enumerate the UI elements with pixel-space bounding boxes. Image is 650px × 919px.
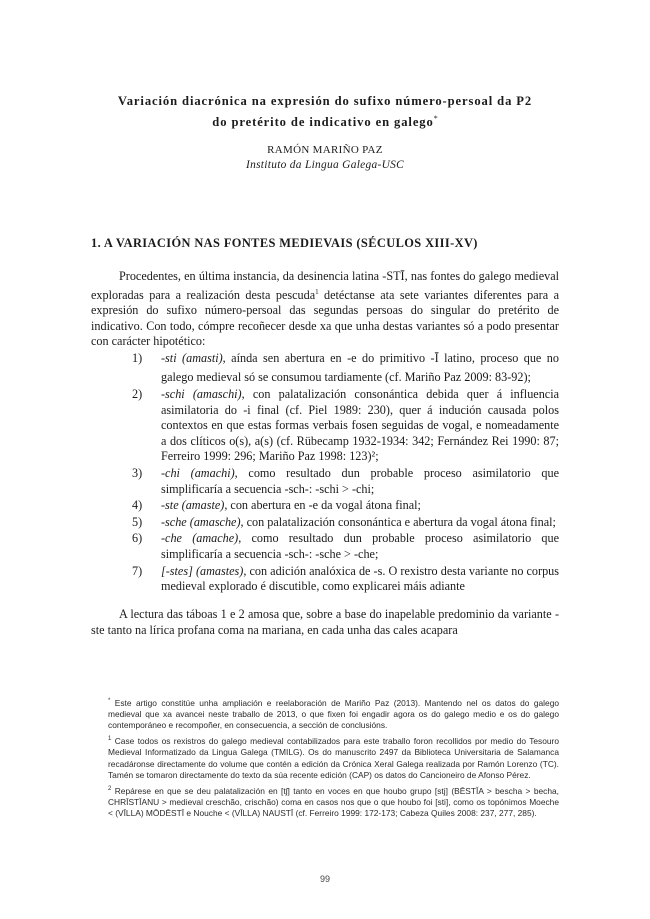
variant-description: , como resultado dun probable proceso asimilatorio que simplificaría a secuencia -sch-: -schi > -chi; <box>161 465 559 496</box>
variant-item <box>132 466 559 497</box>
variant-form: -schi <box>161 387 185 401</box>
footnote-mark: * <box>108 698 111 704</box>
variant-list <box>132 349 559 596</box>
footnote-mark: 2 <box>108 786 112 793</box>
paragraph-tables: A lectura das táboas 1 e 2 amosa que, sobre a base do inapelable predominio da variante -ste tanto na lírica profana coma na mariana, en cada unha das cales acapara <box>91 607 559 637</box>
variant-number: 6) <box>132 531 143 546</box>
page-number: 99 <box>319 874 330 884</box>
variant-example: (amaschi) <box>192 387 242 401</box>
title-line-1: Variación diacrónica na expresión do sufixo número-persoal da P2 <box>117 94 533 108</box>
variant-form: -sche <box>161 514 187 529</box>
variant-form: -che <box>161 531 182 546</box>
section-title: A VARIACIÓN NAS FONTES MEDIEVAIS <box>103 236 353 250</box>
footnote <box>108 784 559 819</box>
paragraph-intro <box>91 269 559 350</box>
variant-example: (amache) <box>192 531 239 546</box>
variant-description: , con adición analóxica de -s. O rexistro desta variante no corpus medieval explorado é discutible, como explicarei máis adiante <box>161 563 560 594</box>
variant-form: -ste <box>161 498 179 513</box>
variant-example: (amastes) <box>195 563 244 578</box>
variant-example: (amasti) <box>182 351 223 365</box>
paragraph-intro-text-b: detéctanse ata sete variantes diferentes para a expresión do sufixo número-persoal das segundas persoas do singular do pretérito de indicativo. Con todo, cómpre recoñecer desde xa que unha destas variantes só a podo presentar con carácter hipotético: <box>91 287 559 349</box>
variant-number: 2) <box>132 387 143 401</box>
variant-example: (amasche) <box>189 514 241 529</box>
variant-item <box>132 531 559 562</box>
variant-description: , aínda sen abertura en -e do primitivo -Ī latino, proceso que no galego medieval só se consumou tardiamente (cf. Mariño Paz 2009: 83-92); <box>161 351 559 384</box>
variant-number: 5) <box>132 514 143 529</box>
footnote-text: Case todos os rexistros do galego medieval contabilizados para este traballo foron recollidos por medio do Tesouro Medieval Informatizado da Lingua Galega (TMILG). Os do manuscrito 2497 da Biblioteca Universitaria de Salamanca recadáronse directamente do volume que contén a edición da Crónica Xeral Galega realizada por Ramón Lorenzo (TC). Tamén se tomaron directamente do texto da súa recente edición (CAP) os datos do Cancioneiro de Afonso Pérez. <box>108 736 560 780</box>
article-title <box>70 93 580 131</box>
section-number: 1. <box>91 236 102 250</box>
variant-description: , con palatalización consonántica debida quer á influencia asimilatoria do -i final (cf. Piel 1989: 230), quer á indución causada polos contextos en que estas formas verbais fosen seguidas de vogal, e nomeadamente a dos clíticos o(s), a(s) (cf. Rübecamp 1932-1934: 342; Fernández Rei 1990: 87; Ferreiro 1999: 296; Mariño Paz 1998: 123)²; <box>161 387 559 464</box>
variant-form: -chi <box>161 465 180 480</box>
author-affiliation: Instituto da Lingua Galega-USC <box>245 159 405 171</box>
footnote-mark: 1 <box>108 736 112 743</box>
variant-example: (amaste) <box>181 498 225 513</box>
footnote-ref-1: 1 <box>315 287 319 296</box>
title-line-2: do pretérito de indicativo en galego <box>212 115 434 130</box>
footnotes <box>108 696 559 822</box>
footnote-text: Repárese en que se deu palatalización en [tʃ] tanto en voces en que houbo grupo [stj] (BĒSTĬA > bescha > becha, CHRĪSTĬANU > medieval creschão, crischão) coma en casos nos que o que houbo foi [sti], como os topónimos Moeche < (VĪLLA) MŌDĒSTĪ e Nouche < (VĪLLA) NAUSTĪ (cf. Ferreiro 1999: 172-173; Cabeza Quiles 2008: 237, 277, 285). <box>108 785 559 819</box>
variant-description: , con palatalización consonántica e abertura da vogal átona final; <box>240 514 556 529</box>
author-name: RAMÓN MARIÑO PAZ <box>267 144 383 156</box>
variant-item <box>132 498 559 514</box>
variant-number: 7) <box>132 563 143 578</box>
variant-example: (amachi) <box>190 465 235 480</box>
title-footnote-marker: * <box>433 114 438 123</box>
variant-number: 3) <box>132 465 143 480</box>
section-period: (SÉCULOS XIII-XV) <box>356 236 478 250</box>
variant-form: -sti <box>161 351 177 365</box>
variant-description: , como resultado dun probable proceso asimilatorio que simplificaría a secuencia -sch-: -sche > -che; <box>161 531 560 561</box>
variant-form: [-stes] <box>161 563 193 578</box>
variant-number: 4) <box>132 498 143 513</box>
footnote-text: Este artigo constitúe unha ampliación e reelaboración de Mariño Paz (2013). Mantendo nel os datos do galego medieval que xa avancei neste traballo de 2013, o que fixen foi engadir agora os do galego medio e os do galego contemporáneo e recompoñer, en consecuencia, a sección de conclusións. <box>108 697 560 731</box>
variant-item <box>132 564 559 595</box>
paragraph-intro-text-a: Procedentes, en última instancia, da desinencia latina -STĪ, nas fontes do galego medieval exploradas para a realización desta pescuda <box>91 269 559 302</box>
variant-item <box>132 349 559 386</box>
footnote <box>108 734 559 781</box>
section-heading <box>91 236 478 251</box>
variant-number: 1) <box>132 351 143 365</box>
variant-item <box>132 515 559 531</box>
variant-item <box>132 387 559 465</box>
variant-description: , con abertura en -e da vogal átona final; <box>224 498 421 513</box>
footnote <box>108 696 559 731</box>
